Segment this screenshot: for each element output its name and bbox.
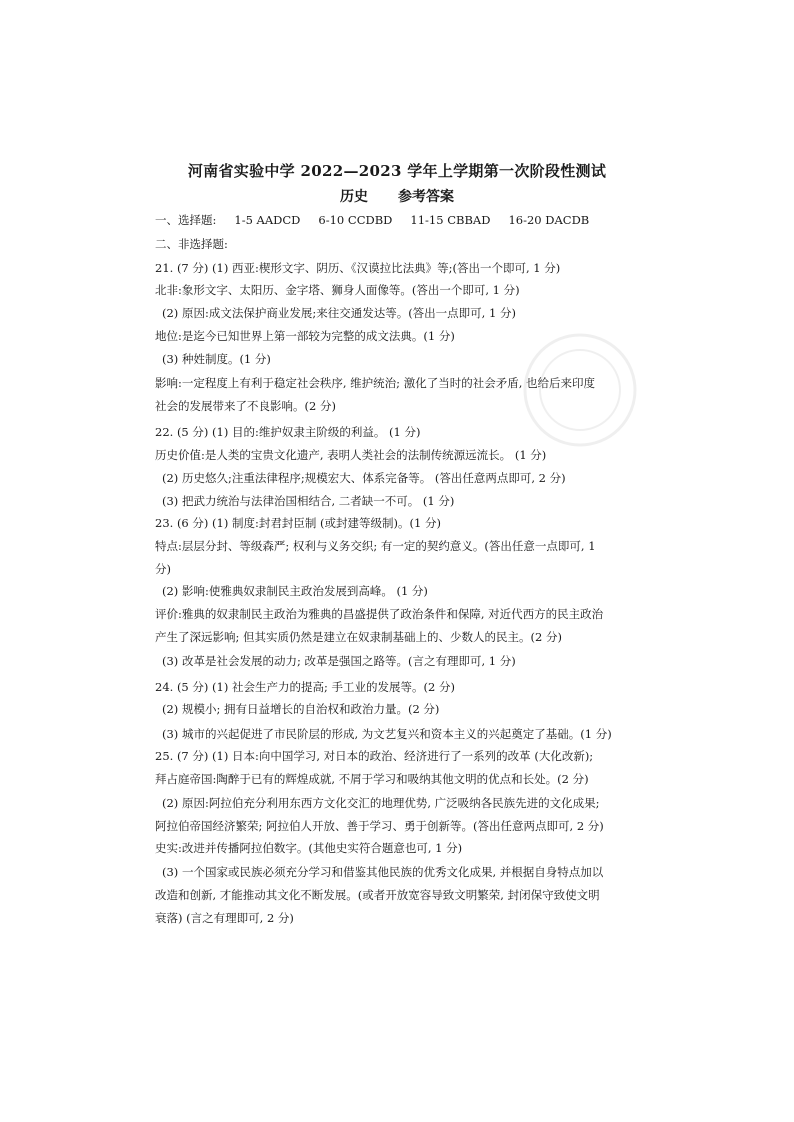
answer-line: 社会的发展带来了不良影响。(2 分)	[155, 399, 336, 413]
section-heading: 二、非选择题:	[155, 237, 228, 251]
answer-line: (3) 把武力统治与法律治国相结合, 二者缺一不可。 (1 分)	[162, 494, 455, 508]
answer-line: 地位:是迄今已知世界上第一部较为完整的成文法典。(1 分)	[155, 329, 455, 343]
mc-group-4: 16-20 DACDB	[508, 213, 590, 227]
answer-line: 历史价值:是人类的宝贵文化遗产, 表明人类社会的法制传统源远流长。 (1 分)	[155, 448, 547, 462]
answer-line: 史实:改进并传播阿拉伯数字。(其他史实符合题意也可, 1 分)	[155, 841, 463, 855]
answer-line: 24. (5 分) (1) 社会生产力的提高; 手工业的发展等。(2 分)	[155, 680, 455, 694]
answer-line: 改造和创新, 才能推动其文化不断发展。(或者开放宽容导致文明繁荣, 封闭保守致使文明	[155, 888, 600, 902]
answer-line: 21. (7 分) (1) 西亚:楔形文字、阴历、《汉谟拉比法典》等;(答出一个即可, 1 分)	[155, 261, 561, 275]
answer-line: 拜占庭帝国:陶醉于已有的辉煌成就, 不屑于学习和吸纳其他文明的优点和长处。(2 分)	[155, 772, 589, 786]
mc-group-3: 11-15 CBBAD	[410, 213, 491, 227]
answer-line: 产生了深远影响; 但其实质仍然是建立在奴隶制基础上的、少数人的民主。(2 分)	[155, 630, 562, 644]
answer-line: 评价:雅典的奴隶制民主政治为雅典的昌盛提供了政治条件和保障, 对近代西方的民主政治	[155, 607, 604, 621]
answer-line: (2) 规模小; 拥有日益增长的自治权和政治力量。(2 分)	[162, 702, 440, 716]
answer-line: (3) 改革是社会发展的动力; 改革是强国之路等。(言之有理即可, 1 分)	[162, 654, 516, 668]
mc-group-1: 1-5 AADCD	[234, 213, 301, 227]
answer-line: 23. (6 分) (1) 制度:封君封臣制 (或封建等级制)。(1 分)	[155, 516, 441, 530]
mc-label: 一、选择题:	[155, 213, 217, 227]
answer-line: 衰落) (言之有理即可, 2 分)	[155, 911, 294, 925]
answer-line: 特点:层层分封、等级森严; 权利与义务交织; 有一定的契约意义。(答出任意一点即可, 1	[155, 539, 596, 553]
answer-line: 阿拉伯帝国经济繁荣; 阿拉伯人开放、善于学习、勇于创新等。(答出任意两点即可, 2 分)	[155, 819, 604, 833]
mc-group-2: 6-10 CCDBD	[318, 213, 393, 227]
subject-label: 历史	[340, 189, 368, 205]
answer-line: (2) 原因:阿拉伯充分利用东西方文化交汇的地理优势, 广泛吸纳各民族先进的文化成果;	[162, 796, 600, 810]
answer-label: 参考答案	[398, 189, 454, 205]
answer-line: 22. (5 分) (1) 目的:维护奴隶主阶级的利益。 (1 分)	[155, 425, 421, 439]
answer-line: 北非:象形文字、太阳历、金字塔、狮身人面像等。(答出一个即可, 1 分)	[155, 283, 520, 297]
answer-line: 25. (7 分) (1) 日本:向中国学习, 对日本的政治、经济进行了一系列的改革 (大化改新);	[155, 749, 594, 763]
answer-line: 分)	[155, 562, 171, 576]
multiple-choice-answers	[155, 212, 607, 228]
document-subtitle	[0, 186, 794, 206]
answer-line: (3) 一个国家或民族必须充分学习和借鉴其他民族的优秀文化成果, 并根据自身特点加以	[162, 865, 604, 879]
answer-line: 影响:一定程度上有利于稳定社会秩序, 维护统治; 激化了当时的社会矛盾, 也给后来印度	[155, 376, 596, 390]
answer-line: (2) 原因:成文法保护商业发展;来往交通发达等。(答出一点即可, 1 分)	[162, 306, 516, 320]
answer-line: (3) 城市的兴起促进了市民阶层的形成, 为文艺复兴和资本主义的兴起奠定了基础。(1 分)	[162, 727, 612, 741]
answer-line: (2) 历史悠久;注重法律程序;规模宏大、体系完备等。 (答出任意两点即可, 2 分)	[162, 471, 566, 485]
answer-line: (2) 影响:使雅典奴隶制民主政治发展到高峰。 (1 分)	[162, 584, 428, 598]
answer-line: (3) 种姓制度。(1 分)	[162, 352, 271, 366]
document-title: 河南省实验中学 2022—2023 学年上学期第一次阶段性测试	[187, 162, 607, 180]
